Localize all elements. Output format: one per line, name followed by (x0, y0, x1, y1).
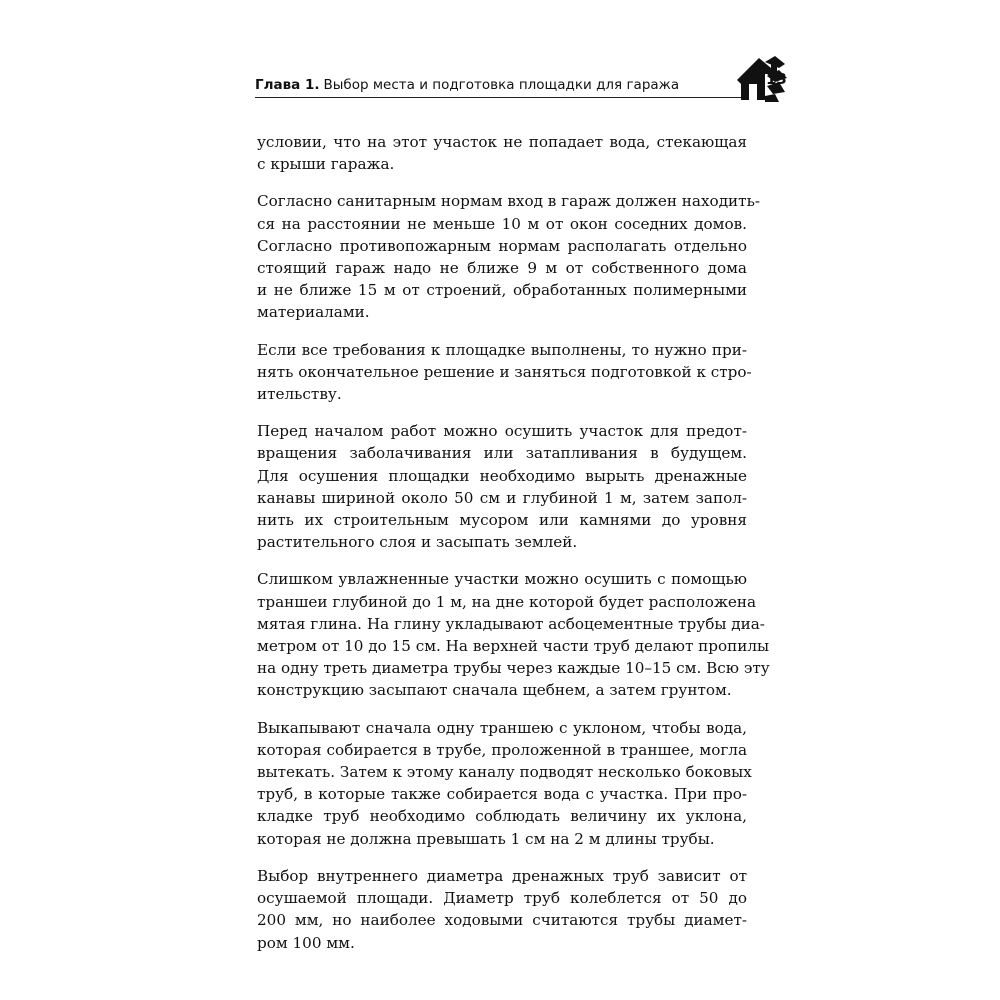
chapter-label: Глава 1. (255, 77, 320, 93)
text-line: ительству. (257, 385, 342, 404)
text-line: с крыши гаража. (257, 155, 395, 174)
paragraph (257, 131, 747, 175)
paragraph (257, 717, 752, 850)
text-line: ся на расстоянии не меньше 10 м от окон соседних домов. (257, 214, 747, 233)
text-line: Если все требования к площадке выполнены, то нужно при- (257, 340, 747, 359)
text-line: канавы шириной около 50 см и глубиной 1 м, затем запол- (257, 488, 747, 507)
text-line: мятая глина. На глину укладывают асбоцементные трубы диа- (257, 614, 765, 633)
paragraph (257, 190, 760, 323)
text-line: Выкапывают сначала одну траншею с уклоном, чтобы вода, (257, 718, 747, 737)
text-line: условии, что на этот участок не попадает вода, стекающая (257, 133, 747, 151)
text-line: 200 мм, но наиболее ходовыми считаются трубы диамет- (257, 911, 747, 930)
text-line: Согласно противопожарным нормам располагать отдельно (257, 236, 747, 255)
text-line: конструкцию засыпают сначала щебнем, а затем грунтом. (257, 681, 732, 700)
text-line: растительного слоя и засыпать землей. (257, 533, 578, 552)
text-line: траншеи глубиной до 1 м, на дне которой будет расположена (257, 592, 757, 611)
paragraph (257, 420, 747, 553)
text-line: метром от 10 до 15 см. На верхней части труб делают пропилы (257, 637, 770, 656)
page-number: 13 (766, 70, 787, 88)
paragraph (257, 865, 747, 954)
text-line: Для осушения площадки необходимо вырыть дренажные (257, 466, 747, 485)
text-line: стоящий гараж надо не ближе 9 м от собственного дома (257, 259, 747, 278)
text-line: вытекать. Затем к этому каналу подводят несколько боковых (257, 763, 752, 782)
text-line: Выбор внутреннего диаметра дренажных труб зависит от (257, 866, 747, 885)
text-line: Слишком увлажненные участки можно осушить с помощью (257, 570, 747, 589)
chapter-title: Выбор места и подготовка площадки для гаража (323, 77, 680, 93)
text-line: ром 100 мм. (257, 933, 355, 952)
text-line: на одну треть диаметра трубы через каждые 10–15 см. Всю эту (257, 659, 770, 678)
text-line: вращения заболачивания или затапливания в будущем. (257, 444, 747, 463)
text-line: которая собирается в трубе, проложенной в траншее, могла (257, 740, 747, 759)
text-line: и не ближе 15 м от строений, обработанных полимерными (257, 281, 747, 300)
text-line: Согласно санитарным нормам вход в гараж должен находить- (257, 192, 760, 211)
text-line: материалами. (257, 303, 370, 322)
running-head (255, 73, 735, 97)
text-line: нять окончательное решение и заняться подготовкой к стро- (257, 362, 752, 381)
paragraph (257, 339, 752, 406)
text-line: нить их строительным мусором или камнями до уровня (257, 511, 747, 530)
text-line: которая не должна превышать 1 см на 2 м длины трубы. (257, 829, 715, 848)
text-line: кладке труб необходимо соблюдать величину их уклона, (257, 807, 747, 826)
paragraph (257, 568, 770, 701)
body-text (257, 131, 770, 969)
text-line: осушаемой площади. Диаметр труб колеблется от 50 до (257, 889, 747, 908)
text-line: Перед началом работ можно осушить участок для предот- (257, 422, 747, 441)
header-rule (255, 97, 743, 98)
text-line: труб, в которые также собирается вода с участка. При про- (257, 785, 747, 804)
